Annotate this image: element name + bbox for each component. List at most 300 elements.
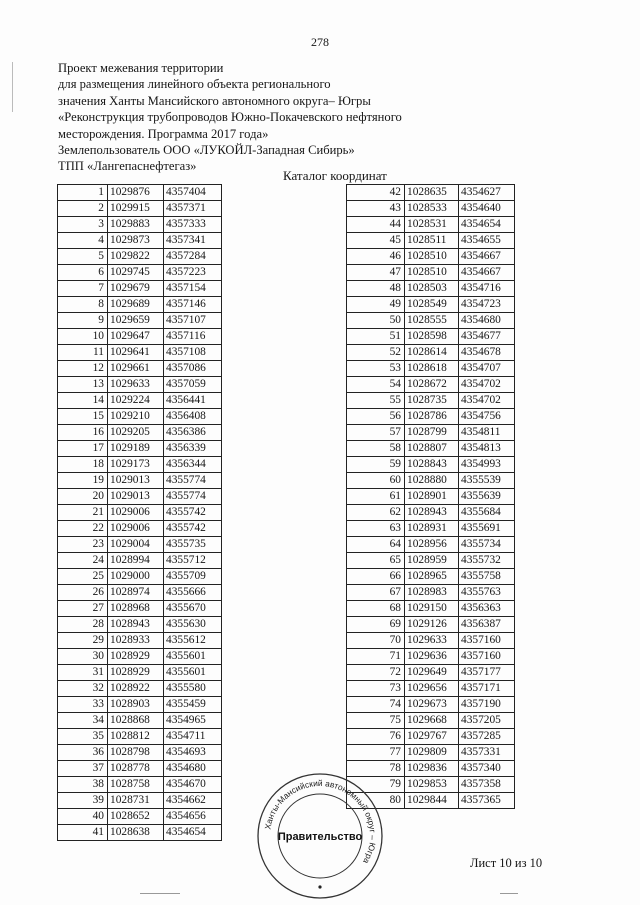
table-row bbox=[58, 345, 222, 361]
point-number-cell: 58 bbox=[347, 441, 405, 457]
x-coordinate-cell: 1028959 bbox=[405, 553, 459, 569]
point-number-cell: 10 bbox=[58, 329, 108, 345]
point-number-cell: 52 bbox=[347, 345, 405, 361]
point-number-cell: 11 bbox=[58, 345, 108, 361]
y-coordinate-cell: 4357331 bbox=[459, 745, 515, 761]
y-coordinate-cell: 4354707 bbox=[459, 361, 515, 377]
y-coordinate-cell: 4357223 bbox=[164, 265, 222, 281]
scan-artifact bbox=[500, 893, 518, 894]
x-coordinate-cell: 1028931 bbox=[405, 521, 459, 537]
y-coordinate-cell: 4356339 bbox=[164, 441, 222, 457]
point-number-cell: 15 bbox=[58, 409, 108, 425]
table-row bbox=[347, 729, 515, 745]
y-coordinate-cell: 4357154 bbox=[164, 281, 222, 297]
point-number-cell: 40 bbox=[58, 809, 108, 825]
point-number-cell: 78 bbox=[347, 761, 405, 777]
table-row bbox=[347, 521, 515, 537]
table-row bbox=[347, 585, 515, 601]
y-coordinate-cell: 4355670 bbox=[164, 601, 222, 617]
point-number-cell: 80 bbox=[347, 793, 405, 809]
table-row bbox=[58, 729, 222, 745]
point-number-cell: 71 bbox=[347, 649, 405, 665]
y-coordinate-cell: 4357160 bbox=[459, 649, 515, 665]
x-coordinate-cell: 1028638 bbox=[108, 825, 164, 841]
x-coordinate-cell: 1029853 bbox=[405, 777, 459, 793]
x-coordinate-cell: 1028731 bbox=[108, 793, 164, 809]
table-row bbox=[58, 409, 222, 425]
table-row bbox=[347, 697, 515, 713]
y-coordinate-cell: 4355735 bbox=[164, 537, 222, 553]
table-row bbox=[347, 249, 515, 265]
y-coordinate-cell: 4355630 bbox=[164, 617, 222, 633]
point-number-cell: 37 bbox=[58, 761, 108, 777]
table-row bbox=[347, 473, 515, 489]
x-coordinate-cell: 1028929 bbox=[108, 665, 164, 681]
x-coordinate-cell: 1028555 bbox=[405, 313, 459, 329]
x-coordinate-cell: 1028503 bbox=[405, 281, 459, 297]
header-line: ТПП «Лангепаснефтегаз» bbox=[58, 159, 197, 174]
y-coordinate-cell: 4355712 bbox=[164, 553, 222, 569]
y-coordinate-cell: 4357171 bbox=[459, 681, 515, 697]
point-number-cell: 33 bbox=[58, 697, 108, 713]
table-row bbox=[58, 825, 222, 841]
table-row bbox=[347, 665, 515, 681]
point-number-cell: 35 bbox=[58, 729, 108, 745]
x-coordinate-cell: 1029883 bbox=[108, 217, 164, 233]
x-coordinate-cell: 1029673 bbox=[405, 697, 459, 713]
point-number-cell: 29 bbox=[58, 633, 108, 649]
point-number-cell: 74 bbox=[347, 697, 405, 713]
x-coordinate-cell: 1029659 bbox=[108, 313, 164, 329]
x-coordinate-cell: 1029210 bbox=[108, 409, 164, 425]
point-number-cell: 34 bbox=[58, 713, 108, 729]
point-number-cell: 44 bbox=[347, 217, 405, 233]
y-coordinate-cell: 4355709 bbox=[164, 569, 222, 585]
x-coordinate-cell: 1029224 bbox=[108, 393, 164, 409]
y-coordinate-cell: 4354716 bbox=[459, 281, 515, 297]
x-coordinate-cell: 1028510 bbox=[405, 249, 459, 265]
x-coordinate-cell: 1029647 bbox=[108, 329, 164, 345]
y-coordinate-cell: 4357285 bbox=[459, 729, 515, 745]
sheet-footer: Лист 10 из 10 bbox=[470, 856, 543, 870]
coordinates-table-left bbox=[57, 184, 222, 841]
y-coordinate-cell: 4354723 bbox=[459, 297, 515, 313]
table-row bbox=[58, 201, 222, 217]
table-row bbox=[347, 265, 515, 281]
y-coordinate-cell: 4357284 bbox=[164, 249, 222, 265]
y-coordinate-cell: 4354677 bbox=[459, 329, 515, 345]
point-number-cell: 1 bbox=[58, 185, 108, 201]
x-coordinate-cell: 1028983 bbox=[405, 585, 459, 601]
y-coordinate-cell: 4354965 bbox=[164, 713, 222, 729]
x-coordinate-cell: 1029836 bbox=[405, 761, 459, 777]
y-coordinate-cell: 4357365 bbox=[459, 793, 515, 809]
table-row bbox=[58, 665, 222, 681]
x-coordinate-cell: 1029679 bbox=[108, 281, 164, 297]
y-coordinate-cell: 4357340 bbox=[459, 761, 515, 777]
x-coordinate-cell: 1028933 bbox=[108, 633, 164, 649]
point-number-cell: 23 bbox=[58, 537, 108, 553]
table-row bbox=[347, 537, 515, 553]
coordinates-table-right bbox=[346, 184, 515, 809]
point-number-cell: 49 bbox=[347, 297, 405, 313]
table-row bbox=[58, 553, 222, 569]
table-row bbox=[58, 489, 222, 505]
x-coordinate-cell: 1028786 bbox=[405, 409, 459, 425]
x-coordinate-cell: 1029809 bbox=[405, 745, 459, 761]
x-coordinate-cell: 1029013 bbox=[108, 489, 164, 505]
point-number-cell: 65 bbox=[347, 553, 405, 569]
table-row bbox=[347, 569, 515, 585]
x-coordinate-cell: 1028652 bbox=[108, 809, 164, 825]
table-row bbox=[347, 377, 515, 393]
y-coordinate-cell: 4354702 bbox=[459, 377, 515, 393]
table-row bbox=[58, 457, 222, 473]
y-coordinate-cell: 4355684 bbox=[459, 505, 515, 521]
seal-center-text: Правительство bbox=[277, 831, 363, 843]
point-number-cell: 60 bbox=[347, 473, 405, 489]
y-coordinate-cell: 4357333 bbox=[164, 217, 222, 233]
x-coordinate-cell: 1028531 bbox=[405, 217, 459, 233]
y-coordinate-cell: 4356386 bbox=[164, 425, 222, 441]
table-row bbox=[58, 713, 222, 729]
point-number-cell: 70 bbox=[347, 633, 405, 649]
header-line: значения Ханты Мансийского автономного округа– Югры bbox=[58, 93, 371, 108]
x-coordinate-cell: 1028843 bbox=[405, 457, 459, 473]
y-coordinate-cell: 4357177 bbox=[459, 665, 515, 681]
y-coordinate-cell: 4354993 bbox=[459, 457, 515, 473]
table-row bbox=[347, 409, 515, 425]
table-row bbox=[347, 505, 515, 521]
point-number-cell: 5 bbox=[58, 249, 108, 265]
table-row bbox=[347, 617, 515, 633]
x-coordinate-cell: 1028965 bbox=[405, 569, 459, 585]
point-number-cell: 66 bbox=[347, 569, 405, 585]
y-coordinate-cell: 4357358 bbox=[459, 777, 515, 793]
header-line: «Реконструкция трубопроводов Южно-Покачевского нефтяного bbox=[58, 110, 402, 125]
x-coordinate-cell: 1028807 bbox=[405, 441, 459, 457]
y-coordinate-cell: 4355758 bbox=[459, 569, 515, 585]
x-coordinate-cell: 1029876 bbox=[108, 185, 164, 201]
table-row bbox=[347, 345, 515, 361]
y-coordinate-cell: 4357404 bbox=[164, 185, 222, 201]
y-coordinate-cell: 4356441 bbox=[164, 393, 222, 409]
x-coordinate-cell: 1029915 bbox=[108, 201, 164, 217]
point-number-cell: 31 bbox=[58, 665, 108, 681]
table-row bbox=[58, 649, 222, 665]
point-number-cell: 57 bbox=[347, 425, 405, 441]
point-number-cell: 46 bbox=[347, 249, 405, 265]
point-number-cell: 24 bbox=[58, 553, 108, 569]
table-row bbox=[347, 297, 515, 313]
x-coordinate-cell: 1028635 bbox=[405, 185, 459, 201]
table-row bbox=[58, 617, 222, 633]
x-coordinate-cell: 1028929 bbox=[108, 649, 164, 665]
y-coordinate-cell: 4355774 bbox=[164, 489, 222, 505]
y-coordinate-cell: 4354655 bbox=[459, 233, 515, 249]
x-coordinate-cell: 1029013 bbox=[108, 473, 164, 489]
y-coordinate-cell: 4354702 bbox=[459, 393, 515, 409]
y-coordinate-cell: 4355763 bbox=[459, 585, 515, 601]
table-row bbox=[58, 569, 222, 585]
x-coordinate-cell: 1028598 bbox=[405, 329, 459, 345]
point-number-cell: 63 bbox=[347, 521, 405, 537]
table-row bbox=[58, 377, 222, 393]
x-coordinate-cell: 1029006 bbox=[108, 505, 164, 521]
x-coordinate-cell: 1028880 bbox=[405, 473, 459, 489]
point-number-cell: 12 bbox=[58, 361, 108, 377]
table-row bbox=[58, 633, 222, 649]
table-row bbox=[58, 473, 222, 489]
point-number-cell: 6 bbox=[58, 265, 108, 281]
y-coordinate-cell: 4355742 bbox=[164, 505, 222, 521]
table-row bbox=[347, 393, 515, 409]
y-coordinate-cell: 4357160 bbox=[459, 633, 515, 649]
y-coordinate-cell: 4354670 bbox=[164, 777, 222, 793]
header-line: для размещения линейного объекта регионального bbox=[58, 77, 331, 92]
y-coordinate-cell: 4354813 bbox=[459, 441, 515, 457]
point-number-cell: 53 bbox=[347, 361, 405, 377]
point-number-cell: 7 bbox=[58, 281, 108, 297]
table-row bbox=[58, 681, 222, 697]
x-coordinate-cell: 1029633 bbox=[405, 633, 459, 649]
x-coordinate-cell: 1029000 bbox=[108, 569, 164, 585]
x-coordinate-cell: 1028956 bbox=[405, 537, 459, 553]
point-number-cell: 47 bbox=[347, 265, 405, 281]
y-coordinate-cell: 4356344 bbox=[164, 457, 222, 473]
table-row bbox=[58, 233, 222, 249]
point-number-cell: 3 bbox=[58, 217, 108, 233]
point-number-cell: 67 bbox=[347, 585, 405, 601]
y-coordinate-cell: 4354667 bbox=[459, 249, 515, 265]
table-row bbox=[58, 537, 222, 553]
table-row bbox=[58, 793, 222, 809]
y-coordinate-cell: 4356363 bbox=[459, 601, 515, 617]
table-row bbox=[347, 233, 515, 249]
x-coordinate-cell: 1029649 bbox=[405, 665, 459, 681]
point-number-cell: 50 bbox=[347, 313, 405, 329]
point-number-cell: 4 bbox=[58, 233, 108, 249]
y-coordinate-cell: 4355459 bbox=[164, 697, 222, 713]
point-number-cell: 72 bbox=[347, 665, 405, 681]
y-coordinate-cell: 4357086 bbox=[164, 361, 222, 377]
point-number-cell: 62 bbox=[347, 505, 405, 521]
table-row bbox=[58, 601, 222, 617]
table-row bbox=[58, 425, 222, 441]
document-header bbox=[58, 60, 402, 175]
point-number-cell: 55 bbox=[347, 393, 405, 409]
table-row bbox=[347, 713, 515, 729]
x-coordinate-cell: 1029656 bbox=[405, 681, 459, 697]
catalog-title: Каталог координат bbox=[283, 168, 387, 183]
y-coordinate-cell: 4354680 bbox=[459, 313, 515, 329]
point-number-cell: 59 bbox=[347, 457, 405, 473]
y-coordinate-cell: 4357146 bbox=[164, 297, 222, 313]
y-coordinate-cell: 4356408 bbox=[164, 409, 222, 425]
table-row bbox=[347, 553, 515, 569]
header-line: месторождения. Программа 2017 года» bbox=[58, 126, 269, 141]
x-coordinate-cell: 1028903 bbox=[108, 697, 164, 713]
x-coordinate-cell: 1028994 bbox=[108, 553, 164, 569]
table-row bbox=[58, 329, 222, 345]
table-row bbox=[58, 745, 222, 761]
point-number-cell: 77 bbox=[347, 745, 405, 761]
y-coordinate-cell: 4354693 bbox=[164, 745, 222, 761]
point-number-cell: 61 bbox=[347, 489, 405, 505]
x-coordinate-cell: 1028510 bbox=[405, 265, 459, 281]
y-coordinate-cell: 4355732 bbox=[459, 553, 515, 569]
point-number-cell: 68 bbox=[347, 601, 405, 617]
table-row bbox=[58, 505, 222, 521]
x-coordinate-cell: 1029822 bbox=[108, 249, 164, 265]
x-coordinate-cell: 1029668 bbox=[405, 713, 459, 729]
table-row bbox=[347, 185, 515, 201]
table-row bbox=[58, 313, 222, 329]
table-row bbox=[58, 249, 222, 265]
x-coordinate-cell: 1029189 bbox=[108, 441, 164, 457]
x-coordinate-cell: 1029689 bbox=[108, 297, 164, 313]
point-number-cell: 30 bbox=[58, 649, 108, 665]
y-coordinate-cell: 4354811 bbox=[459, 425, 515, 441]
y-coordinate-cell: 4356387 bbox=[459, 617, 515, 633]
table-row bbox=[347, 313, 515, 329]
table-row bbox=[347, 217, 515, 233]
table-row bbox=[58, 521, 222, 537]
y-coordinate-cell: 4357190 bbox=[459, 697, 515, 713]
point-number-cell: 45 bbox=[347, 233, 405, 249]
x-coordinate-cell: 1028943 bbox=[108, 617, 164, 633]
point-number-cell: 22 bbox=[58, 521, 108, 537]
x-coordinate-cell: 1028614 bbox=[405, 345, 459, 361]
point-number-cell: 79 bbox=[347, 777, 405, 793]
point-number-cell: 73 bbox=[347, 681, 405, 697]
table-row bbox=[347, 201, 515, 217]
y-coordinate-cell: 4354654 bbox=[164, 825, 222, 841]
x-coordinate-cell: 1029767 bbox=[405, 729, 459, 745]
y-coordinate-cell: 4354680 bbox=[164, 761, 222, 777]
point-number-cell: 42 bbox=[347, 185, 405, 201]
point-number-cell: 27 bbox=[58, 601, 108, 617]
y-coordinate-cell: 4355774 bbox=[164, 473, 222, 489]
x-coordinate-cell: 1028922 bbox=[108, 681, 164, 697]
x-coordinate-cell: 1028868 bbox=[108, 713, 164, 729]
table-row bbox=[347, 361, 515, 377]
point-number-cell: 13 bbox=[58, 377, 108, 393]
x-coordinate-cell: 1029745 bbox=[108, 265, 164, 281]
point-number-cell: 19 bbox=[58, 473, 108, 489]
point-number-cell: 38 bbox=[58, 777, 108, 793]
header-line: Землепользователь ООО «ЛУКОЙЛ-Западная Сибирь» bbox=[58, 143, 355, 158]
y-coordinate-cell: 4357341 bbox=[164, 233, 222, 249]
y-coordinate-cell: 4355580 bbox=[164, 681, 222, 697]
table-row bbox=[347, 425, 515, 441]
x-coordinate-cell: 1028758 bbox=[108, 777, 164, 793]
y-coordinate-cell: 4354640 bbox=[459, 201, 515, 217]
y-coordinate-cell: 4355639 bbox=[459, 489, 515, 505]
table-row bbox=[58, 265, 222, 281]
table-row bbox=[347, 441, 515, 457]
y-coordinate-cell: 4355666 bbox=[164, 585, 222, 601]
point-number-cell: 18 bbox=[58, 457, 108, 473]
x-coordinate-cell: 1029633 bbox=[108, 377, 164, 393]
y-coordinate-cell: 4354656 bbox=[164, 809, 222, 825]
point-number-cell: 20 bbox=[58, 489, 108, 505]
y-coordinate-cell: 4357059 bbox=[164, 377, 222, 393]
point-number-cell: 28 bbox=[58, 617, 108, 633]
point-number-cell: 48 bbox=[347, 281, 405, 297]
y-coordinate-cell: 4355612 bbox=[164, 633, 222, 649]
y-coordinate-cell: 4357116 bbox=[164, 329, 222, 345]
x-coordinate-cell: 1028943 bbox=[405, 505, 459, 521]
scan-artifact bbox=[140, 893, 180, 894]
x-coordinate-cell: 1029006 bbox=[108, 521, 164, 537]
x-coordinate-cell: 1029004 bbox=[108, 537, 164, 553]
table-row bbox=[58, 777, 222, 793]
table-row bbox=[58, 761, 222, 777]
table-row bbox=[58, 393, 222, 409]
point-number-cell: 32 bbox=[58, 681, 108, 697]
table-row bbox=[347, 601, 515, 617]
point-number-cell: 36 bbox=[58, 745, 108, 761]
x-coordinate-cell: 1028798 bbox=[108, 745, 164, 761]
y-coordinate-cell: 4354662 bbox=[164, 793, 222, 809]
table-row bbox=[58, 441, 222, 457]
table-row bbox=[58, 185, 222, 201]
point-number-cell: 75 bbox=[347, 713, 405, 729]
x-coordinate-cell: 1028778 bbox=[108, 761, 164, 777]
y-coordinate-cell: 4357205 bbox=[459, 713, 515, 729]
x-coordinate-cell: 1028812 bbox=[108, 729, 164, 745]
x-coordinate-cell: 1028901 bbox=[405, 489, 459, 505]
y-coordinate-cell: 4355601 bbox=[164, 665, 222, 681]
point-number-cell: 43 bbox=[347, 201, 405, 217]
y-coordinate-cell: 4355601 bbox=[164, 649, 222, 665]
seal-stamp bbox=[255, 771, 385, 901]
y-coordinate-cell: 4357108 bbox=[164, 345, 222, 361]
point-number-cell: 51 bbox=[347, 329, 405, 345]
x-coordinate-cell: 1028735 bbox=[405, 393, 459, 409]
table-row bbox=[347, 489, 515, 505]
point-number-cell: 26 bbox=[58, 585, 108, 601]
y-coordinate-cell: 4355539 bbox=[459, 473, 515, 489]
y-coordinate-cell: 4357107 bbox=[164, 313, 222, 329]
table-row bbox=[347, 633, 515, 649]
table-row bbox=[58, 297, 222, 313]
x-coordinate-cell: 1028799 bbox=[405, 425, 459, 441]
table-row bbox=[347, 745, 515, 761]
table-row bbox=[58, 361, 222, 377]
point-number-cell: 64 bbox=[347, 537, 405, 553]
seal-ring-text: Ханты-Мансийский автономный округ – Югра bbox=[262, 777, 379, 866]
point-number-cell: 2 bbox=[58, 201, 108, 217]
x-coordinate-cell: 1029661 bbox=[108, 361, 164, 377]
y-coordinate-cell: 4354711 bbox=[164, 729, 222, 745]
x-coordinate-cell: 1028968 bbox=[108, 601, 164, 617]
x-coordinate-cell: 1028533 bbox=[405, 201, 459, 217]
page-number: 278 bbox=[311, 35, 329, 49]
x-coordinate-cell: 1029150 bbox=[405, 601, 459, 617]
table-row bbox=[58, 697, 222, 713]
table-row bbox=[347, 681, 515, 697]
point-number-cell: 39 bbox=[58, 793, 108, 809]
x-coordinate-cell: 1029636 bbox=[405, 649, 459, 665]
table-row bbox=[58, 585, 222, 601]
point-number-cell: 56 bbox=[347, 409, 405, 425]
point-number-cell: 9 bbox=[58, 313, 108, 329]
x-coordinate-cell: 1029873 bbox=[108, 233, 164, 249]
y-coordinate-cell: 4355691 bbox=[459, 521, 515, 537]
point-number-cell: 76 bbox=[347, 729, 405, 745]
